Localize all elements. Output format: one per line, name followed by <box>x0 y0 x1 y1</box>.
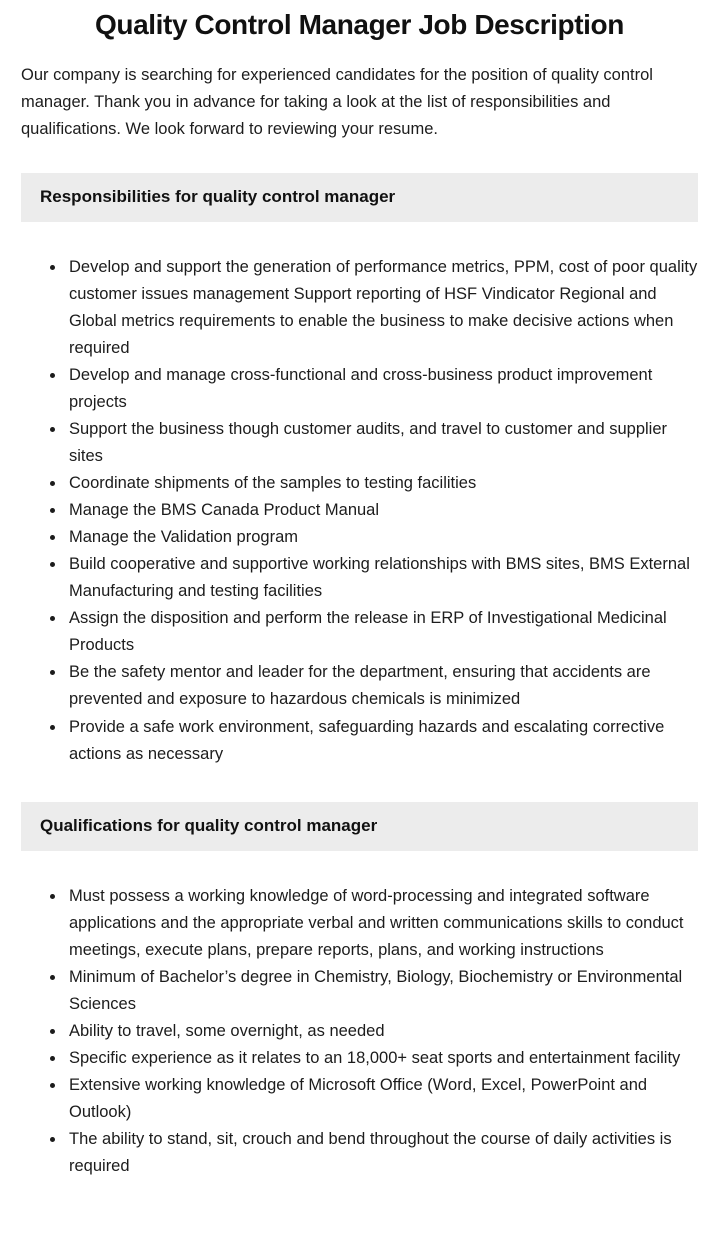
list-item: • Minimum of Bachelor’s degree in Chemistry, Biology, Biochemistry or Environmental Sciences <box>66 964 698 1018</box>
list-item: • Build cooperative and supportive working relationships with BMS sites, BMS External Manufacturing and testing facilities <box>66 551 698 605</box>
list-item: • Must possess a working knowledge of word-processing and integrated software applications and the appropriate verbal and written communications skills to conduct meetings, execute plans, prepare reports, plans, and working instructions <box>66 883 698 964</box>
list-item: • Support the business though customer audits, and travel to customer and supplier sites <box>66 416 698 470</box>
intro-paragraph: Our company is searching for experienced candidates for the position of quality control manager. Thank you in advance for taking a look at the list of responsibilities and qualifications. We look forward to reviewing your resume. <box>21 65 653 138</box>
responsibilities-section-header: Responsibilities for quality control manager <box>21 173 698 222</box>
list-item: • The ability to stand, sit, crouch and bend throughout the course of daily activities is required <box>66 1126 698 1180</box>
list-item: • Specific experience as it relates to an 18,000+ seat sports and entertainment facility <box>66 1045 698 1072</box>
page-title: Quality Control Manager Job Description <box>95 9 624 40</box>
list-item: • Extensive working knowledge of Microsoft Office (Word, Excel, PowerPoint and Outlook) <box>66 1072 698 1126</box>
list-item: • Develop and manage cross-functional and cross-business product improvement projects <box>66 362 698 416</box>
list-item: • Coordinate shipments of the samples to testing facilities <box>66 470 698 497</box>
qualifications-list <box>21 883 698 1181</box>
list-item: • Ability to travel, some overnight, as needed <box>66 1018 698 1045</box>
list-item: • Assign the disposition and perform the release in ERP of Investigational Medicinal Products <box>66 605 698 659</box>
list-item: • Provide a safe work environment, safeguarding hazards and escalating corrective actions as necessary <box>66 714 698 768</box>
list-item: • Manage the BMS Canada Product Manual <box>66 497 698 524</box>
responsibilities-list <box>21 254 698 768</box>
list-item: • Develop and support the generation of performance metrics, PPM, cost of poor quality customer issues management Support reporting of HSF Vindicator Regional and Global metrics requirements to enable the business to make decisive actions when required <box>66 254 698 362</box>
qualifications-section-header: Qualifications for quality control manager <box>21 802 698 851</box>
list-item: • Manage the Validation program <box>66 524 698 551</box>
list-item: • Be the safety mentor and leader for the department, ensuring that accidents are prevented and exposure to hazardous chemicals is minimized <box>66 659 698 713</box>
